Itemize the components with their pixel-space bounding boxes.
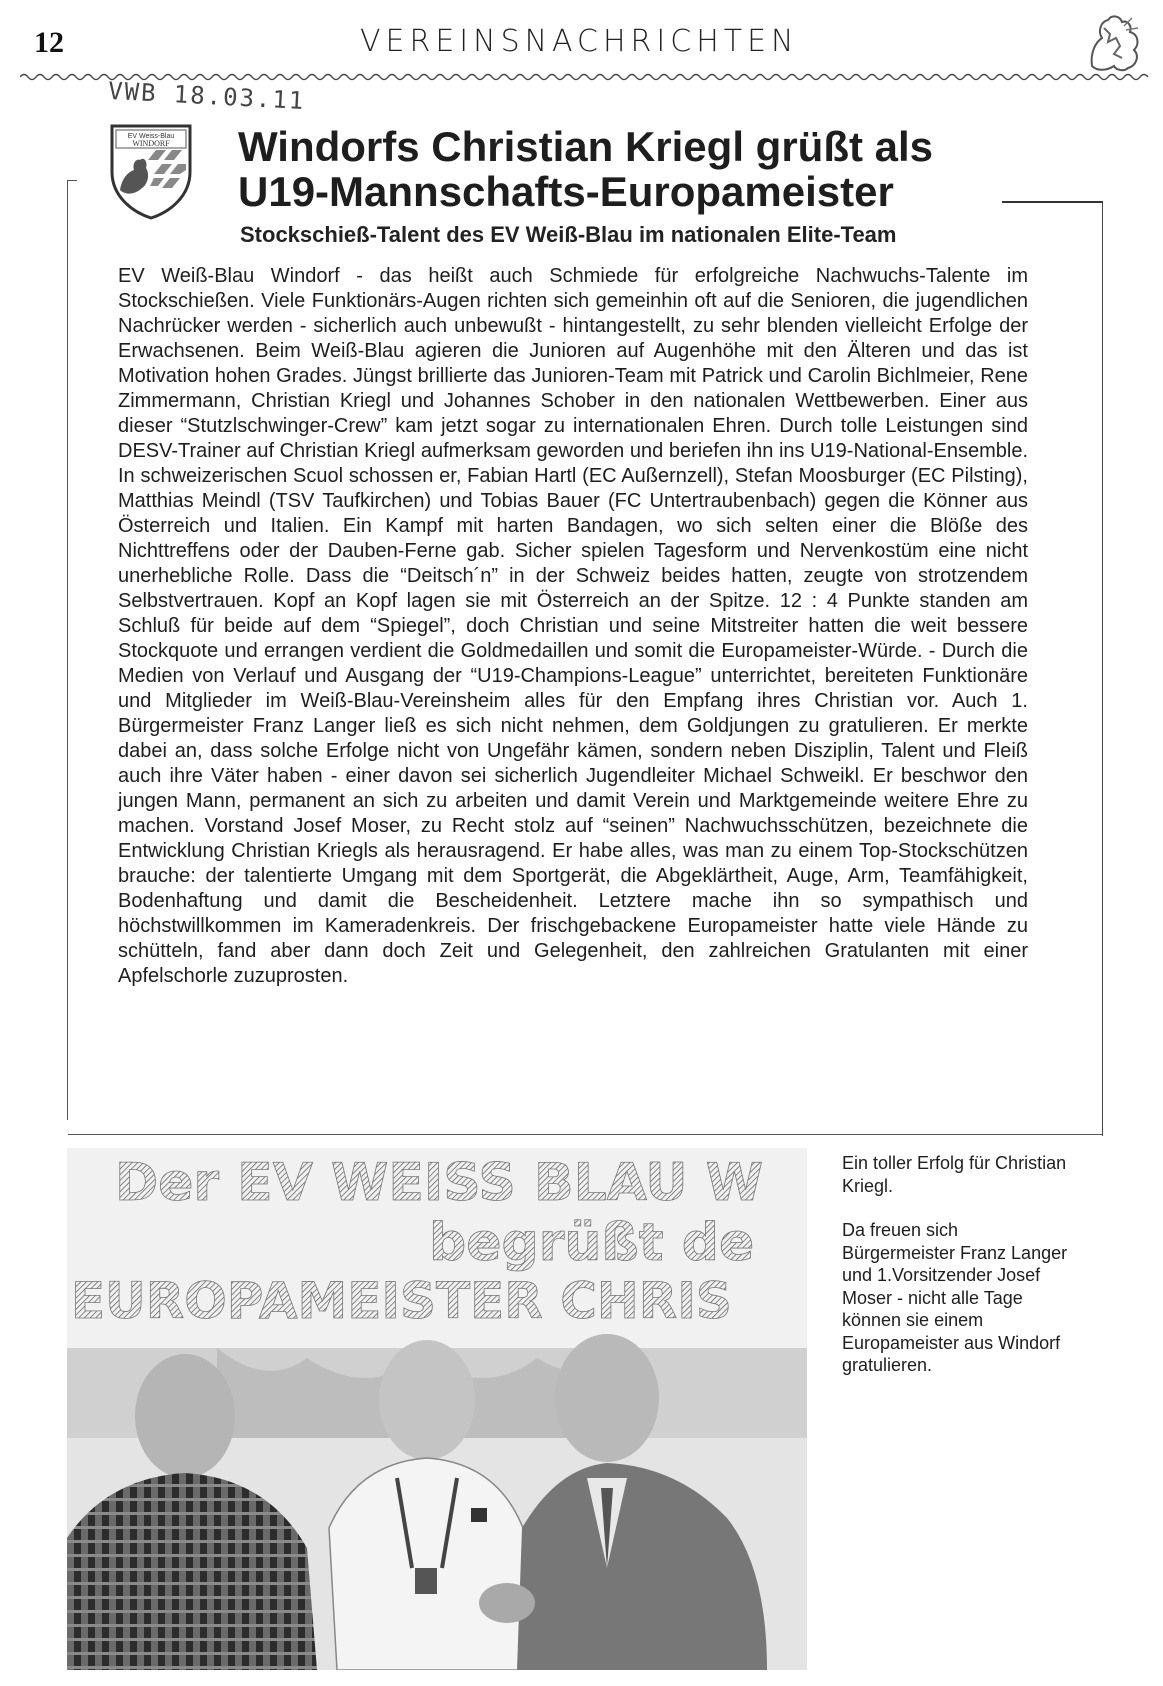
section-heading: VEREINSNACHRICHTEN bbox=[360, 24, 799, 59]
banner-line2: begrüßt de bbox=[429, 1213, 755, 1273]
caption-paragraph-2: Da freuen sich Bürgermeister Franz Langer und 1.Vorsitzender Josef Moser - nicht alle Tage können sie einem Europameister aus Windorf gratulieren. bbox=[842, 1220, 1068, 1375]
photo-caption bbox=[842, 1152, 1072, 1399]
frame-line-bottom bbox=[68, 1134, 1103, 1135]
club-crest-icon bbox=[106, 120, 196, 220]
page-number: 12 bbox=[34, 26, 64, 59]
article-body: EV Weiß-Blau Windorf - das heißt auch Schmiede für erfolgreiche Nachwuchs-Talente im Stockschießen. Viele Funktionärs-Augen richten sich gemeinhin oft auf die Senioren, die jugendlichen Nachrücker werden - sicherlich auch unbewußt - hintangestellt, zu sehr blenden vielleicht Erfolge der Erwachsenen. Beim Weiß-Blau agieren die Junioren auf Augenhöhe mit den Älteren und das ist Motivation hohen Grades. Jüngst brillierte das Junioren-Team mit Patrick und Carolin Bichlmeier, Rene Zimmermann, Christian Kriegl und Johannes Schober in den nationalen Wettbewerben. Einer aus dieser “Stutzlschwinger-Crew” kam jetzt sogar zu internationalen Ehren. Durch tolle Leistungen sind DESV-Trainer auf Christian Kriegl aufmerksam geworden und beriefen ihn ins U19-National-Ensemble. In schweizerischen Scuol schossen er, Fabian Hartl (EC Außernzell), Stefan Moosburger (EC Pilsting), Matthias Meindl (TSV Taufkirchen) und Tobias Bauer (FC Untertraubenbach) gegen die Könner aus Österreich und Italien. Ein Kampf mit harten Bandagen, wo sich selten einer die Blöße des Nichttreffens oder der Dauben-Ferne gab. Sicher spielen Tagesform und Nervenkostüm eine nicht unerhebliche Rolle. Dass die “Deitsch´n” in der Schweiz beides hatten, zeugte von strotzendem Selbstvertrauen. Kopf an Kopf lagen sie mit Österreich an der Spitze. 12 : 4 Punkte standen am Schluß für beide auf dem “Spiegel”, doch Christian und seine Mitstreiter hatten die weit bessere Stockquote und errangen verdient die Goldmedaillen und somit die Europameister-Würde. - Durch die Medien von Verlauf und Ausgang der “U19-Champions-League” unterrichtet, bereiteten Funktionäre und Mitglieder im Weiß-Blau-Vereinsheim alles für den Empfang ihres Christian vor. Auch 1. Bürgermeister Franz Langer ließ es sich nicht nehmen, dem Goldjungen zu gratulieren. Er merkte dabei an, dass solche Erfolge nicht von Ungefähr kämen, sondern neben Disziplin, Talent und Fleiß auch ihre Väter haben - einer davon sei sicherlich Jugendleiter Michael Schweikl. Er beschwor den jungen Mann, permanent an sich zu arbeiten und damit Verein und Marktgemeinde weitere Ehre zu machen. Vorstand Josef Moser, zu Recht stolz auf “seinen” Nachwuchsschützen, bezeichnete die Entwicklung Christian Kriegls als herausragend. Er habe alles, was man zu einem Top-Stockschützen brauche: der talentierte Umgang mit dem Sportgerät, die Abgeklärtheit, Auge, Arm, Teamfähigkeit, Bodenhaftung und damit die Bescheidenheit. Letztere mache ihn so sympathisch und höchstwillkommen im Kameradenkreis. Der frischgebackene Europameister hatte viele Hände zu schütteln, fand aber dann doch Zeit und Gelegenheit, den zahlreichen Gratulanten mit einer Apfelschorle zuzuprosten. bbox=[118, 265, 1028, 987]
handwritten-date-note: VWB 18.03.11 bbox=[107, 76, 306, 116]
caption-paragraph-1: Ein toller Erfolg für Christian Kriegl. bbox=[842, 1153, 1067, 1196]
logo-text-line2: WINDORF bbox=[132, 139, 170, 148]
frame-line-tick bbox=[67, 180, 77, 181]
logo-text-line1: EV Weiss-Blau bbox=[127, 133, 175, 140]
article-title bbox=[238, 124, 1068, 214]
banner-line1: Der EV WEISS BLAU W bbox=[115, 1153, 764, 1213]
article-photo bbox=[67, 1148, 807, 1670]
article-title-line1: Windorfs Christian Kriegl grüßt als bbox=[238, 123, 934, 170]
frame-line-right bbox=[1102, 201, 1103, 1136]
article-title-line2: U19-Mannschafts-Europameister bbox=[238, 168, 894, 215]
article-subtitle: Stockschieß-Talent des EV Weiß-Blau im nationalen Elite-Team bbox=[240, 222, 897, 247]
lion-crest-icon bbox=[1080, 8, 1150, 78]
frame-line-left bbox=[67, 180, 68, 1120]
banner-line3: EUROPAMEISTER CHRIS bbox=[71, 1272, 732, 1330]
